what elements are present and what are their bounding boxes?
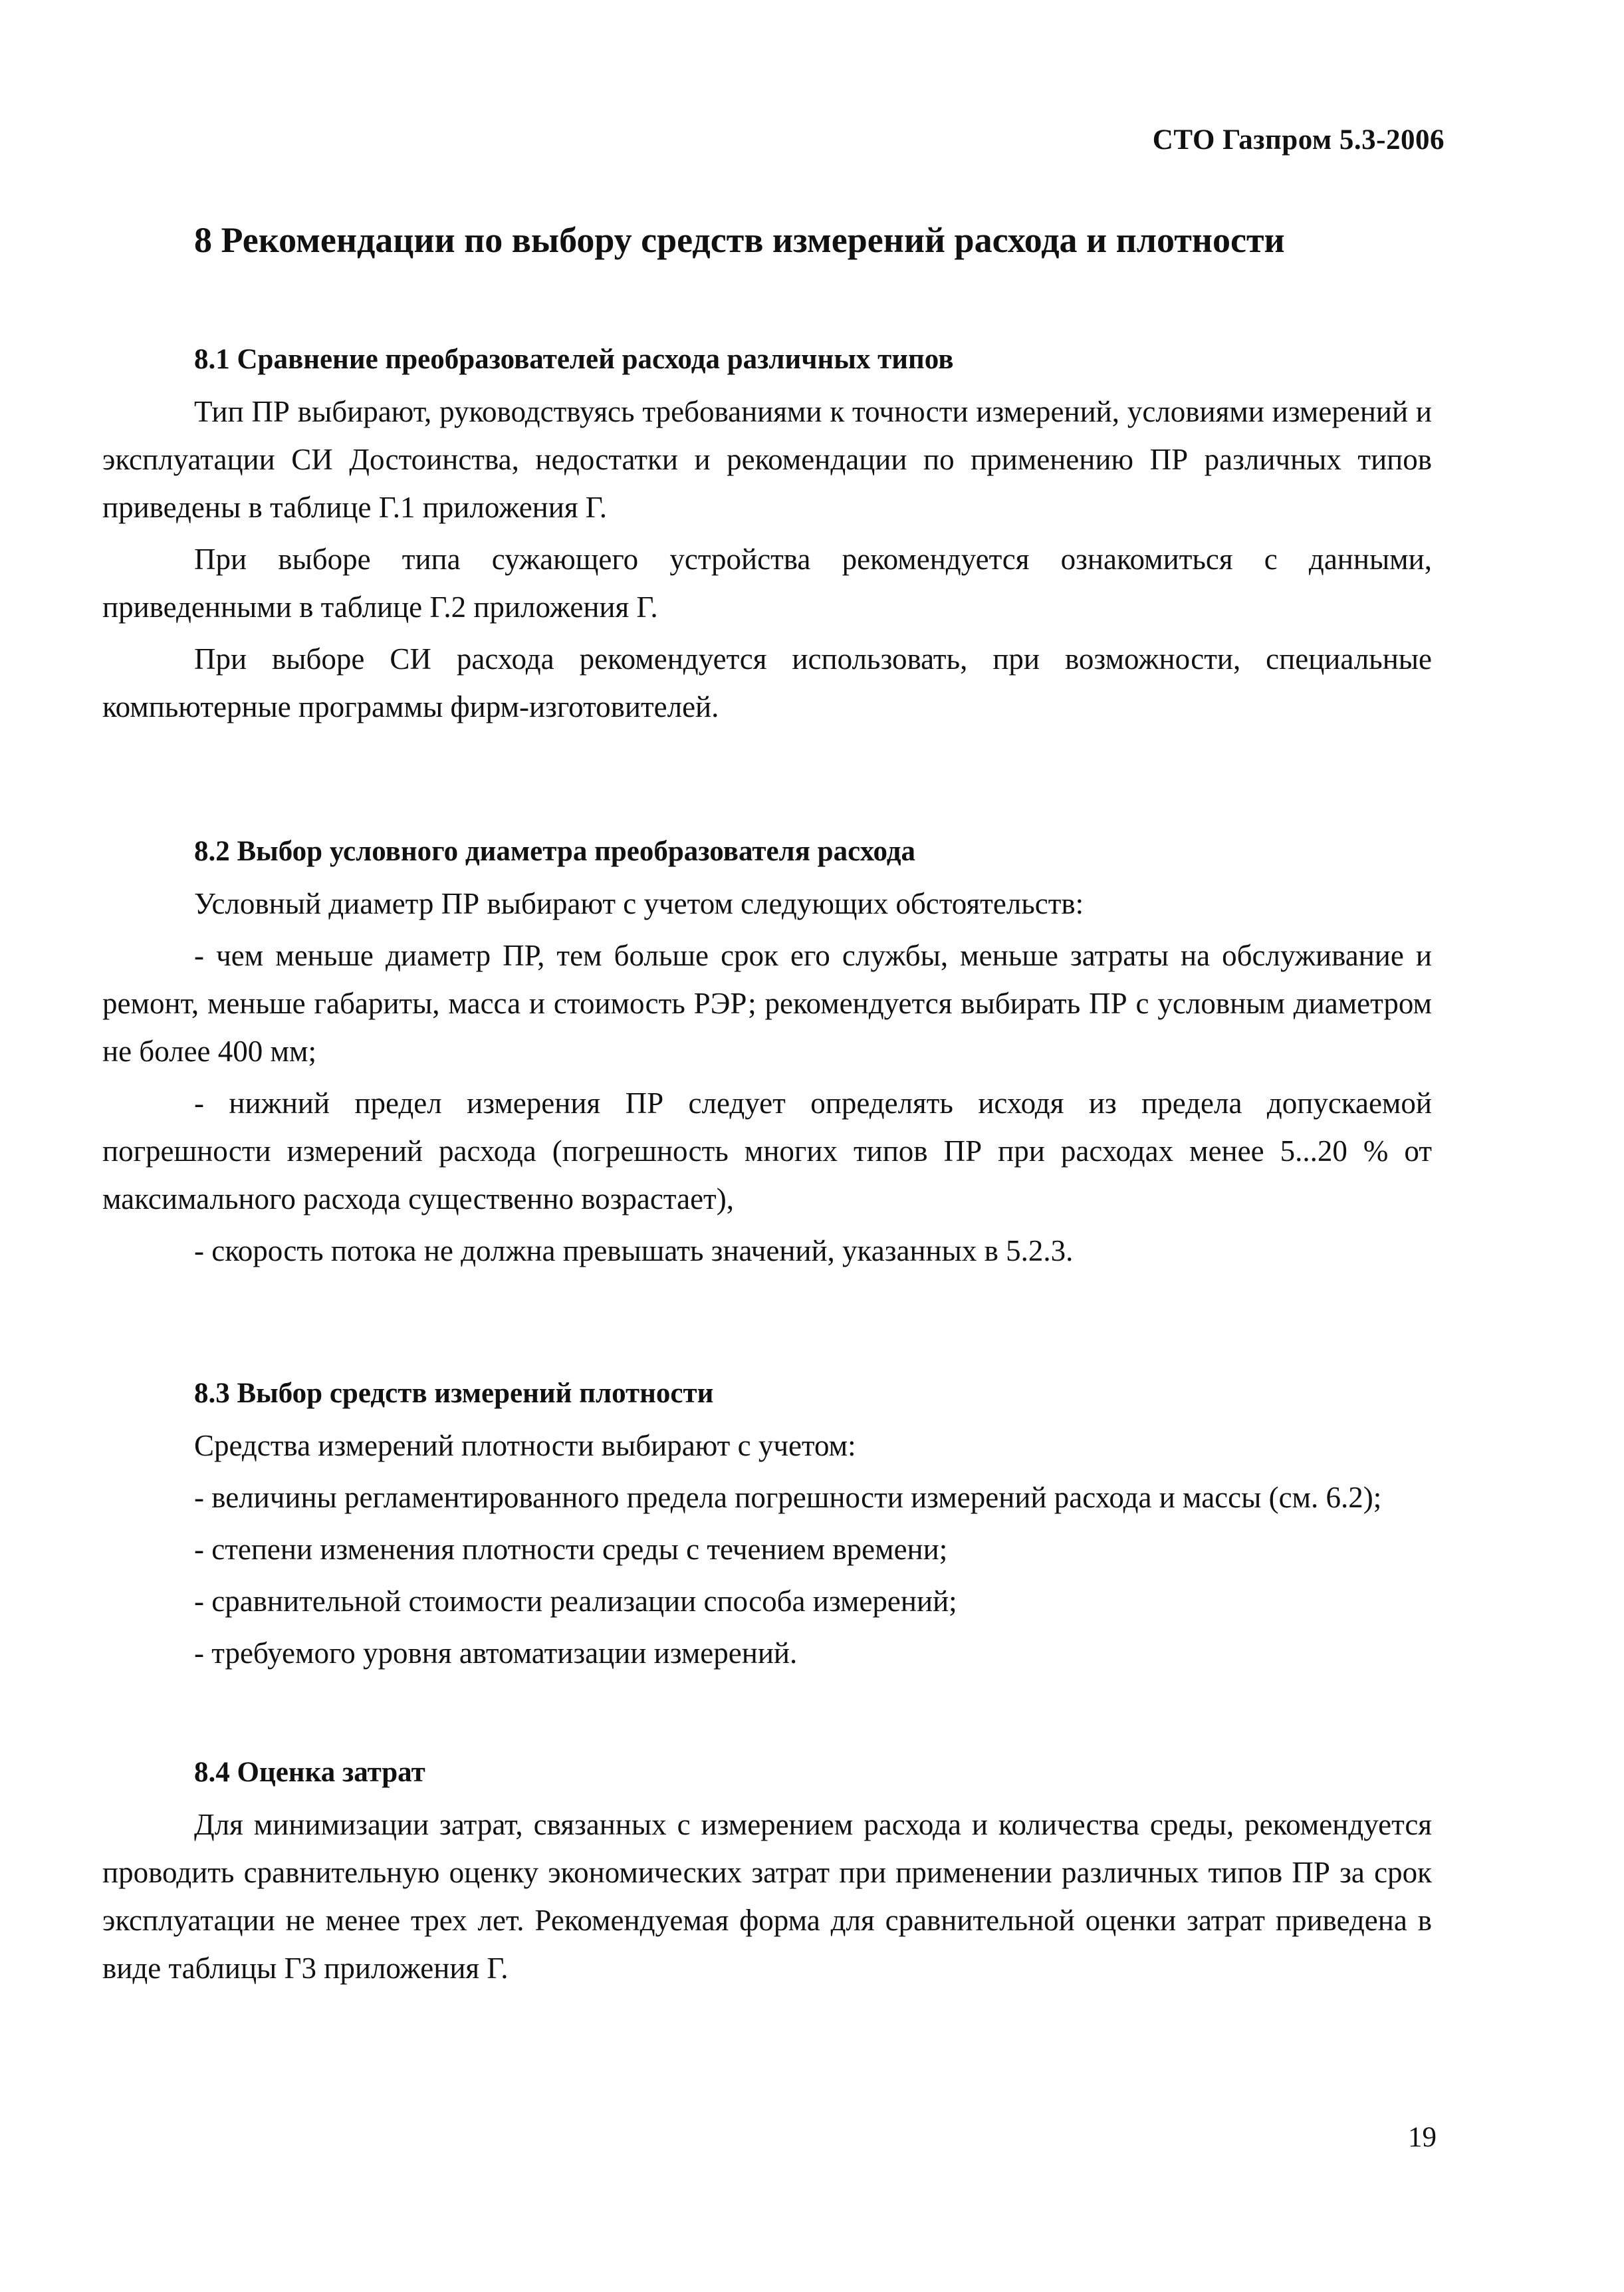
paragraph: При выборе типа сужающего устройства рекомендуется ознакомиться с данными, приведенными в таблице Г.2 приложения Г. bbox=[102, 543, 1432, 624]
paragraph: - скорость потока не должна превышать значений, указанных в 5.2.3. bbox=[194, 1234, 1074, 1267]
paragraph: - величины регламентированного предела погрешности измерений расхода и массы (см. 6.2); bbox=[194, 1481, 1382, 1514]
paragraph: Условный диаметр ПР выбирают с учетом следующих обстоятельств: bbox=[194, 887, 1084, 920]
paragraph: Средства измерений плотности выбирают с учетом: bbox=[194, 1429, 856, 1462]
paragraph: - чем меньше диаметр ПР, тем больше срок его службы, меньше затраты на обслуживание и ремонт, меньше габариты, масса и стоимость РЭР; рекомендуется выбирать ПР с условным диаметром не более 400 мм; bbox=[102, 939, 1432, 1068]
paragraph: - нижний предел измерения ПР следует определять исходя из предела допускаемой погрешности измерений расхода (погрешность многих типов ПР при расходах менее 5...20 % от максимального расхода существенно возрастает), bbox=[102, 1086, 1432, 1215]
paragraph: - сравнительной стоимости реализации способа измерений; bbox=[194, 1585, 957, 1618]
section-title: 8.1 Сравнение преобразователей расхода различных типов bbox=[194, 344, 954, 375]
chapter-title: 8 Рекомендации по выбору средств измерений расхода и плотности bbox=[194, 220, 1285, 260]
section-title: 8.3 Выбор средств измерений плотности bbox=[194, 1378, 714, 1409]
paragraph: - требуемого уровня автоматизации измерений. bbox=[194, 1636, 798, 1670]
paragraph: При выборе СИ расхода рекомендуется использовать, при возможности, специальные компьютерные программы фирм-изготовителей. bbox=[102, 642, 1432, 723]
paragraph: - степени изменения плотности среды с течением времени; bbox=[194, 1533, 948, 1566]
section-title: 8.4 Оценка затрат bbox=[194, 1757, 425, 1788]
section-8-3 bbox=[102, 1370, 1432, 1681]
section-title: 8.2 Выбор условного диаметра преобразователя расхода bbox=[194, 836, 915, 867]
section-8-2 bbox=[102, 828, 1432, 1279]
paragraph: Для минимизации затрат, связанных с измерением расхода и количества среды, рекомендуется проводить сравнительную оценку экономических затрат при применении различных типов ПР за срок эксплуатации не менее трех лет. Рекомендуемая форма для сравнительной оценки затрат приведена в виде таблицы Г3 приложения Г. bbox=[102, 1808, 1432, 1985]
page-number: 19 bbox=[1408, 2122, 1437, 2153]
document-header: СТО Газпром 5.3-2006 bbox=[1152, 124, 1445, 156]
paragraph: Тип ПР выбирают, руководствуясь требованиями к точности измерений, условиями измерений и эксплуатации СИ Достоинства, недостатки и рекомендации по применению ПР различных типов приведены в таблице Г.1 приложения Г. bbox=[102, 395, 1432, 524]
section-8-1 bbox=[102, 336, 1432, 735]
section-8-4 bbox=[102, 1749, 1432, 1996]
